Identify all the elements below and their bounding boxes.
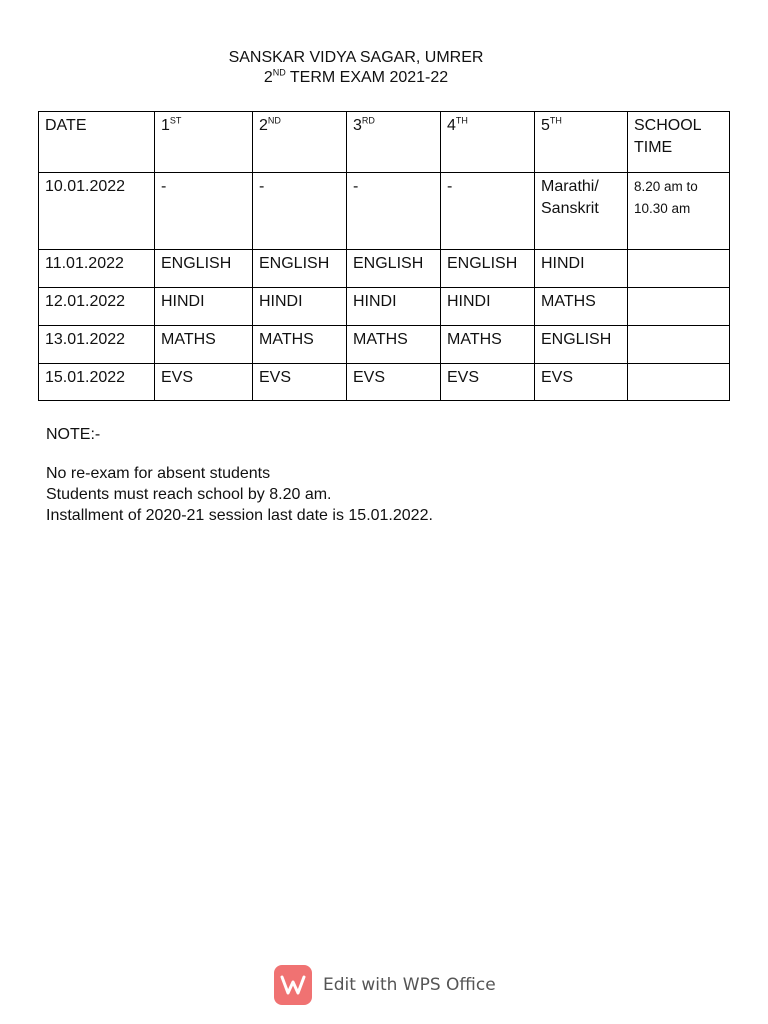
- subject-cell: ENGLISH: [347, 250, 441, 288]
- date-cell: 12.01.2022: [39, 288, 155, 326]
- class-header-1: [155, 112, 253, 173]
- subject-cell: HINDI: [347, 288, 441, 326]
- class-3-number: 3: [353, 117, 362, 134]
- school-time-cell: [628, 250, 730, 288]
- class-4-suffix: TH: [455, 115, 468, 126]
- subject-cell: MATHS: [535, 288, 628, 326]
- term-rest: TERM EXAM 2021-22: [289, 69, 449, 86]
- school-time-line-1: 8.20 am to: [634, 179, 698, 194]
- subject-cell: ENGLISH: [441, 250, 535, 288]
- subject-cell: -: [441, 173, 535, 250]
- date-cell: 13.01.2022: [39, 326, 155, 364]
- notes-section: [46, 424, 433, 526]
- table-header-row: [39, 112, 730, 173]
- subject-line-1: Marathi/: [541, 178, 599, 195]
- subject-cell: HINDI: [441, 288, 535, 326]
- table-row: [39, 173, 730, 250]
- table-row: [39, 364, 730, 401]
- class-2-number: 2: [259, 117, 268, 134]
- subject-cell: EVS: [253, 364, 347, 401]
- subject-cell: HINDI: [253, 288, 347, 326]
- date-header: DATE: [39, 112, 155, 173]
- subject-cell: MATHS: [253, 326, 347, 364]
- subject-cell: EVS: [155, 364, 253, 401]
- note-line: Installment of 2020-21 session last date is 15.01.2022.: [46, 507, 433, 524]
- subject-cell: MATHS: [155, 326, 253, 364]
- wps-label: Edit with WPS Office: [323, 975, 496, 995]
- class-3-suffix: RD: [361, 115, 375, 126]
- document-title-block: [0, 48, 712, 88]
- subject-line-2: Sanskrit: [541, 200, 599, 217]
- date-cell: 11.01.2022: [39, 250, 155, 288]
- subject-cell: HINDI: [155, 288, 253, 326]
- table-row: [39, 250, 730, 288]
- class-5-suffix: TH: [549, 115, 562, 126]
- class-1-suffix: ST: [169, 115, 182, 126]
- subject-cell: ENGLISH: [535, 326, 628, 364]
- exam-title: [0, 68, 712, 88]
- class-header-5: [535, 112, 628, 173]
- school-time-label-1: SCHOOL: [634, 117, 702, 134]
- subject-cell: EVS: [347, 364, 441, 401]
- subject-cell: HINDI: [535, 250, 628, 288]
- subject-cell: MATHS: [347, 326, 441, 364]
- table-row: [39, 326, 730, 364]
- date-cell: 10.01.2022: [39, 173, 155, 250]
- subject-cell: MATHS: [441, 326, 535, 364]
- class-1-number: 1: [161, 117, 170, 134]
- school-time-line-2: 10.30 am: [634, 201, 691, 216]
- school-name: SANSKAR VIDYA SAGAR, UMRER: [228, 49, 484, 66]
- date-cell: 15.01.2022: [39, 364, 155, 401]
- wps-logo-icon: [274, 965, 312, 1005]
- note-line: No re-exam for absent students: [46, 465, 271, 482]
- subject-cell: -: [155, 173, 253, 250]
- subject-cell: ENGLISH: [155, 250, 253, 288]
- note-line: Students must reach school by 8.20 am.: [46, 486, 332, 503]
- notes-heading: NOTE:-: [46, 426, 101, 443]
- edit-with-wps-button[interactable]: [274, 965, 496, 1005]
- class-5-number: 5: [541, 117, 550, 134]
- school-time-cell: [628, 288, 730, 326]
- subject-cell: ENGLISH: [253, 250, 347, 288]
- subject-cell: [535, 173, 628, 250]
- class-2-suffix: ND: [267, 115, 281, 126]
- school-time-cell: [628, 173, 730, 250]
- school-time-cell: [628, 364, 730, 401]
- school-time-label-2: TIME: [634, 139, 673, 156]
- subject-cell: -: [253, 173, 347, 250]
- school-time-cell: [628, 326, 730, 364]
- table-row: [39, 288, 730, 326]
- school-time-header: [628, 112, 730, 173]
- exam-timetable: [38, 111, 730, 401]
- subject-cell: EVS: [535, 364, 628, 401]
- class-header-4: [441, 112, 535, 173]
- term-suffix: ND: [272, 67, 286, 78]
- subject-cell: -: [347, 173, 441, 250]
- class-header-3: [347, 112, 441, 173]
- term-number: 2: [263, 69, 273, 86]
- subject-cell: EVS: [441, 364, 535, 401]
- class-header-2: [253, 112, 347, 173]
- class-4-number: 4: [447, 117, 456, 134]
